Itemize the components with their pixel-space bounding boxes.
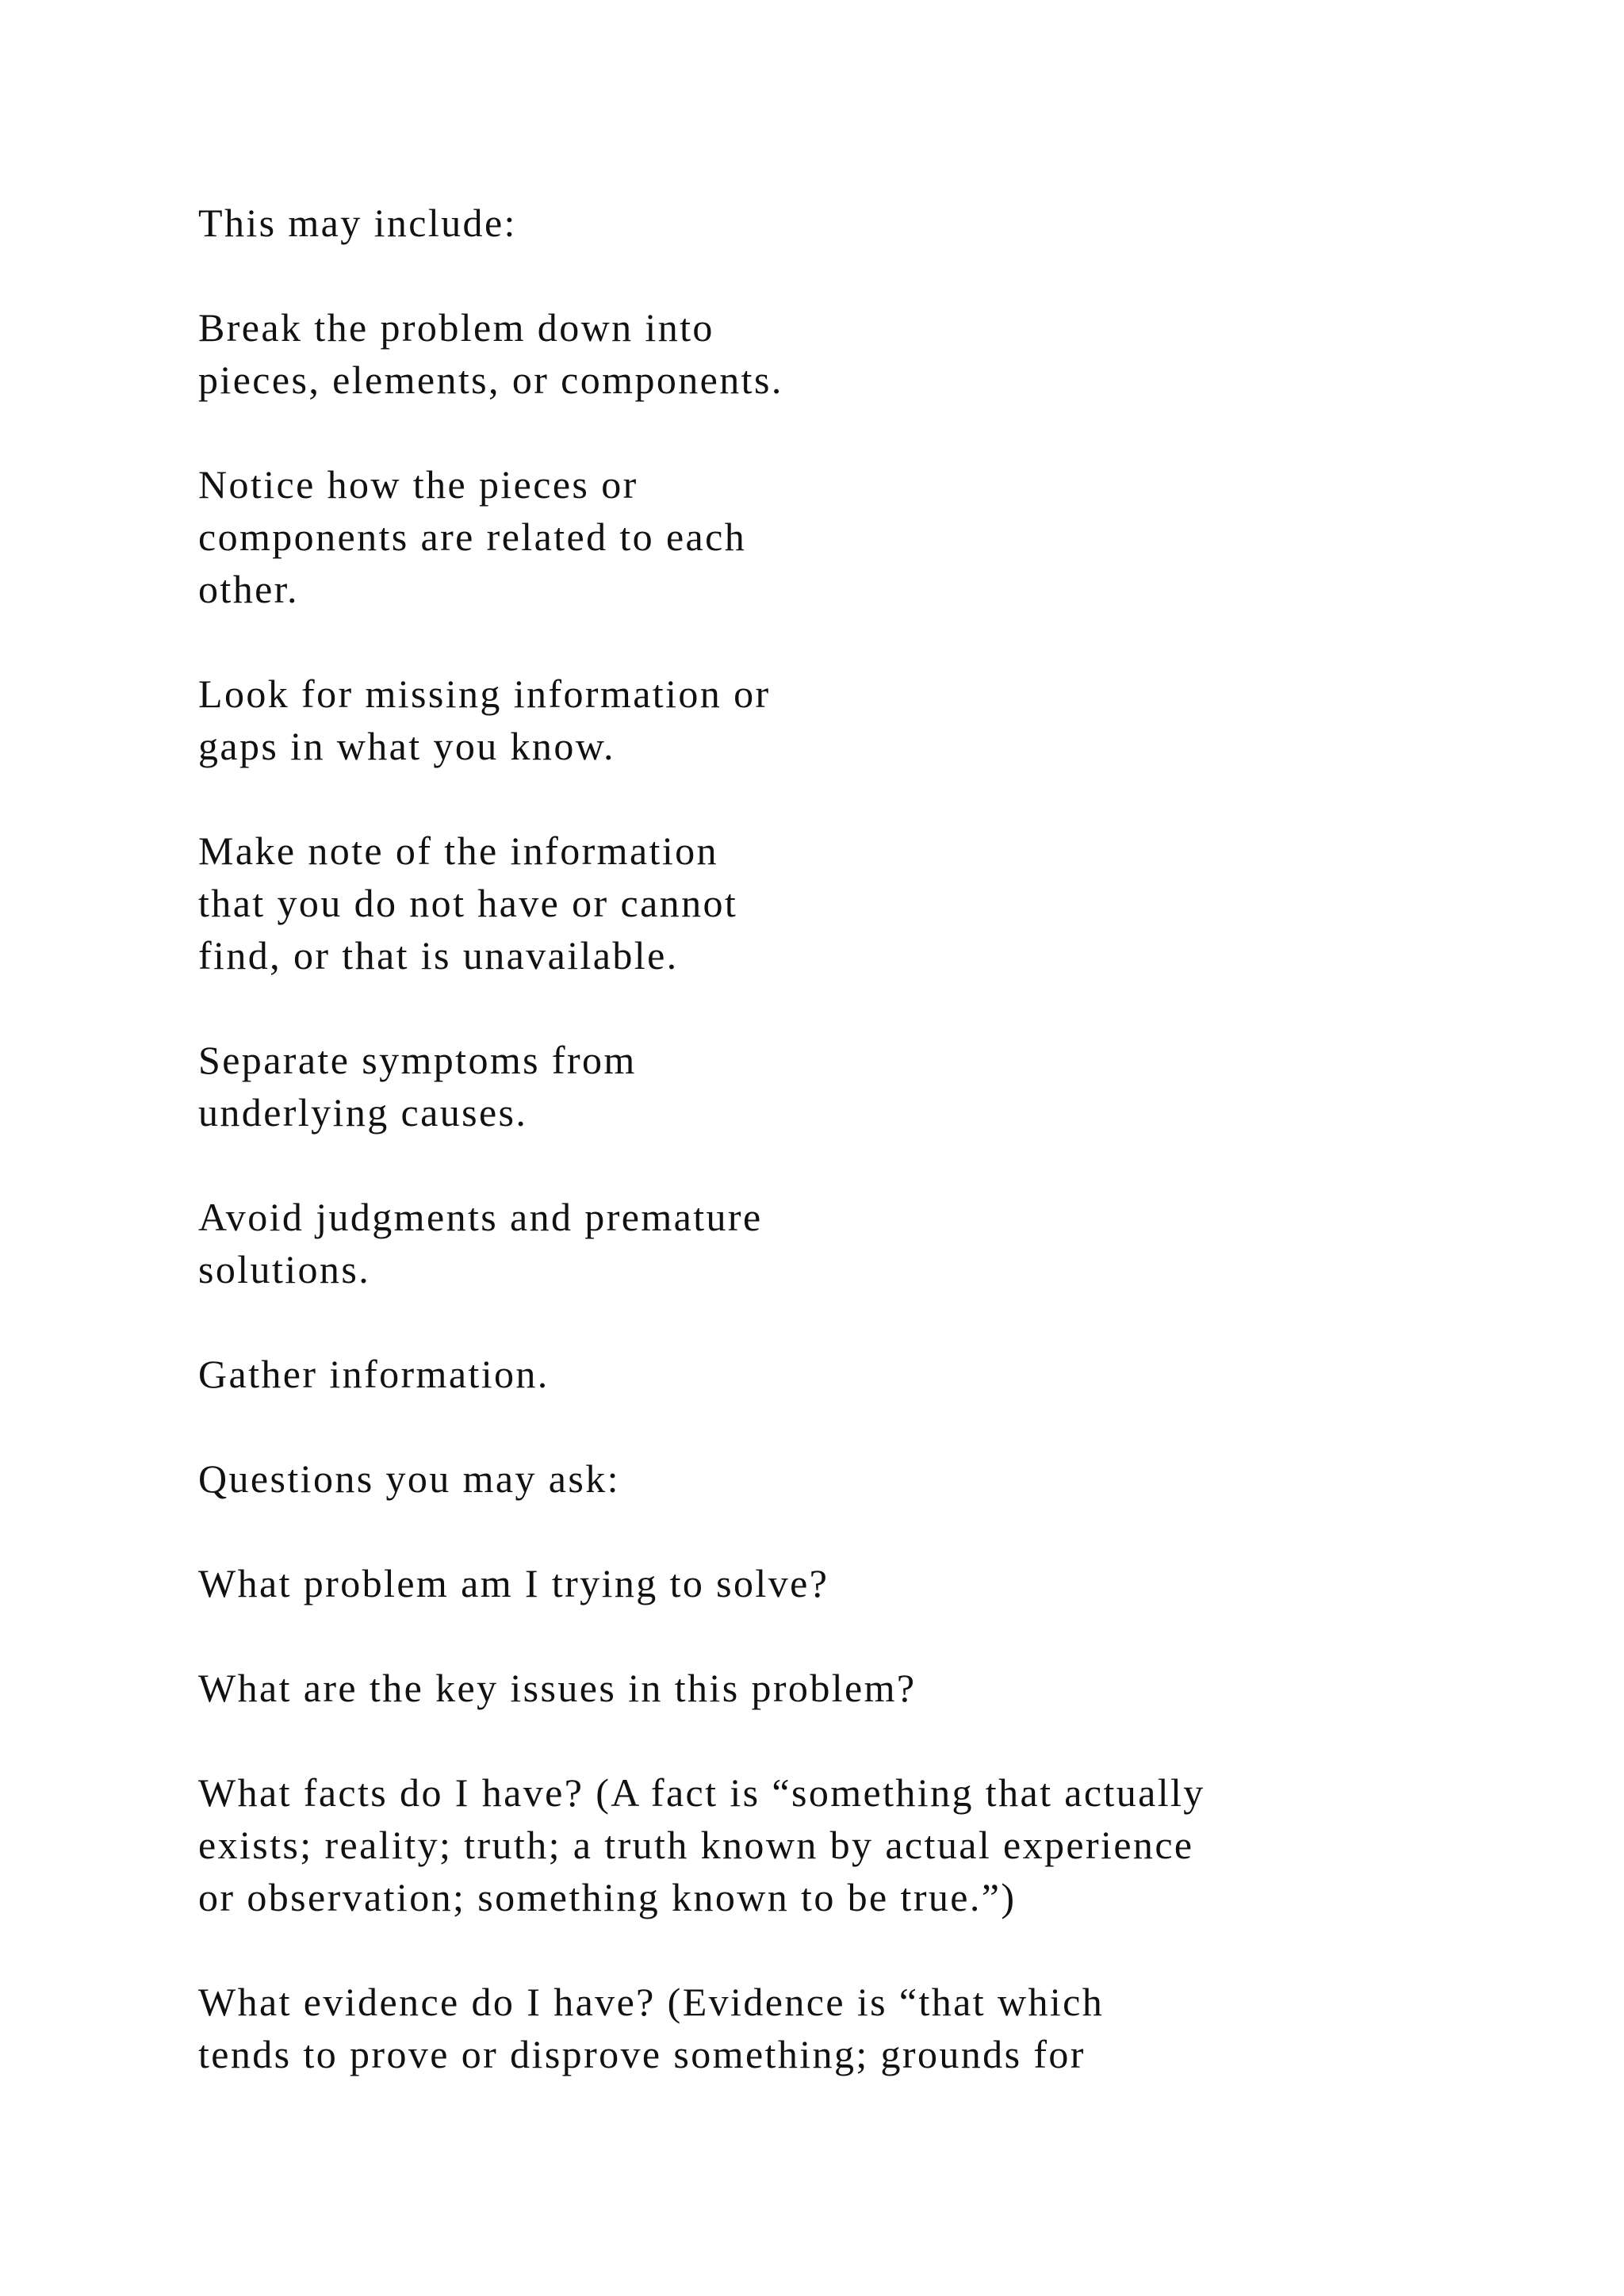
text-line: What evidence do I have? (Evidence is “that which (198, 1980, 1105, 2024)
text-line: that you do not have or cannot (198, 881, 738, 925)
text-line: pieces, elements, or components. (198, 358, 783, 402)
paragraph (198, 197, 1507, 249)
paragraph (198, 1557, 1507, 1609)
text-line: gaps in what you know. (198, 724, 615, 768)
document-body (198, 197, 1507, 2133)
paragraph (198, 1662, 1507, 1714)
paragraph (198, 458, 1507, 615)
text-line: Questions you may ask: (198, 1456, 620, 1501)
text-line: Make note of the information (198, 828, 718, 873)
text-line: or observation; something known to be true.”) (198, 1875, 1017, 1919)
paragraph (198, 1191, 1507, 1295)
text-line: underlying causes. (198, 1090, 528, 1135)
text-line: What facts do I have? (A fact is “something that actually (198, 1770, 1205, 1815)
paragraph (198, 825, 1507, 982)
text-line: Separate symptoms from (198, 1038, 637, 1082)
text-line: Look for missing information or (198, 672, 771, 716)
text-line: Gather information. (198, 1352, 550, 1396)
paragraph (198, 1348, 1507, 1400)
paragraph (198, 1034, 1507, 1138)
paragraph (198, 668, 1507, 772)
paragraph (198, 1452, 1507, 1505)
text-line: Break the problem down into (198, 305, 714, 350)
text-line: What are the key issues in this problem? (198, 1666, 917, 1710)
text-line: other. (198, 567, 299, 611)
text-line: components are related to each (198, 515, 747, 559)
text-line: This may include: (198, 201, 517, 245)
text-line: solutions. (198, 1247, 371, 1292)
paragraph (198, 1766, 1507, 1923)
paragraph (198, 301, 1507, 406)
text-line: Avoid judgments and premature (198, 1195, 763, 1239)
text-line: tends to prove or disprove something; grounds for (198, 2032, 1086, 2076)
text-line: Notice how the pieces or (198, 462, 638, 507)
text-line: exists; reality; truth; a truth known by actual experience (198, 1823, 1194, 1867)
text-line: find, or that is unavailable. (198, 933, 679, 978)
text-line: What problem am I trying to solve? (198, 1561, 829, 1605)
paragraph (198, 1976, 1507, 2080)
